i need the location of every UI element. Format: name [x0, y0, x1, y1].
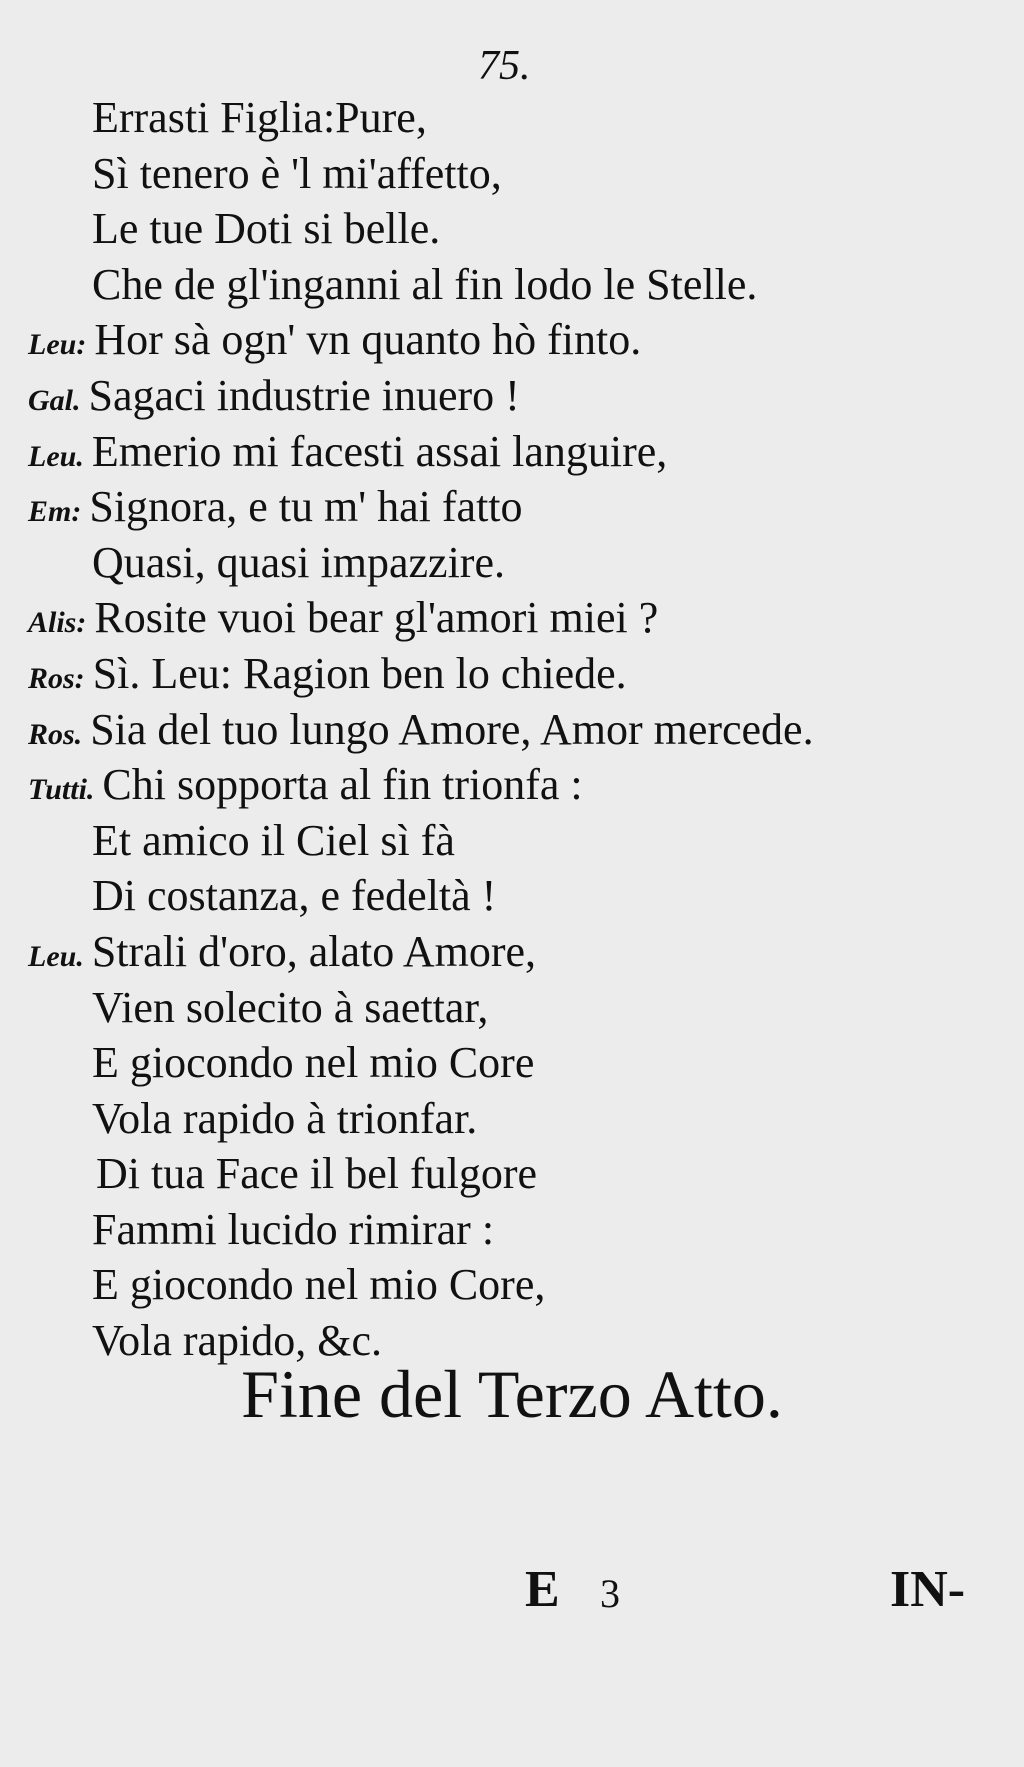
- verse-line: [28, 813, 988, 869]
- signature-letter: E: [525, 1561, 560, 1618]
- verse-line: [28, 757, 988, 813]
- verse-block: [28, 90, 988, 1369]
- speaker-label: Gal.: [28, 383, 81, 417]
- verse-text: E giocondo nel mio Core,: [92, 1260, 546, 1310]
- verse-line: [28, 1202, 988, 1258]
- verse-line: [28, 90, 988, 146]
- speaker-label: Leu:: [28, 328, 87, 362]
- speaker-label: Ros.: [28, 717, 83, 751]
- verse-text: Chi sopporta al fin trionfa :: [102, 760, 583, 810]
- verse-line: [28, 702, 988, 758]
- verse-text: Di costanza, e fedeltà !: [92, 871, 497, 921]
- act-closing-heading: Fine del Terzo Atto.: [241, 1356, 783, 1432]
- catchword: IN-: [890, 1561, 966, 1618]
- verse-text: Vien solecito à saettar,: [92, 982, 489, 1032]
- page-number: 75.: [478, 43, 531, 89]
- verse-text: Sì tenero è 'l mi'affetto,: [92, 148, 502, 198]
- verse-text: Di tua Face il bel fulgore: [96, 1149, 538, 1199]
- verse-text: Quasi, quasi impazzire.: [92, 537, 505, 587]
- speaker-label: Leu.: [28, 939, 84, 973]
- speaker-label: Em:: [28, 495, 82, 529]
- verse-line: [28, 257, 988, 313]
- verse-text: Che de gl'inganni al fin lodo le Stelle.: [92, 259, 758, 309]
- speaker-label: Ros:: [28, 661, 85, 695]
- verse-line: [28, 868, 988, 924]
- verse-text: Emerio mi facesti assai languire,: [91, 426, 668, 476]
- verse-line: [28, 312, 988, 368]
- verse-line: [28, 201, 988, 257]
- verse-line: [28, 1035, 988, 1091]
- verse-text: Fammi lucido rimirar :: [92, 1204, 495, 1254]
- verse-text: Rosite vuoi bear gl'amori miei ?: [94, 593, 659, 643]
- verse-text: Sì. Leu: Ragion ben lo chiede.: [92, 648, 627, 698]
- verse-text: Sia del tuo lungo Amore, Amor mercede.: [90, 704, 814, 754]
- verse-text: Le tue Doti si belle.: [92, 204, 441, 254]
- speaker-label: Tutti.: [28, 773, 95, 807]
- verse-text: Sagaci industrie inuero !: [88, 370, 520, 420]
- speaker-label: Leu.: [28, 439, 84, 473]
- verse-text: Signora, e tu m' hai fatto: [89, 482, 523, 532]
- signature-number: 3: [600, 1571, 620, 1616]
- verse-line: [28, 924, 988, 980]
- verse-line: [28, 368, 988, 424]
- verse-text: Strali d'oro, alato Amore,: [91, 926, 536, 976]
- verse-line: [28, 980, 988, 1036]
- verse-line: [28, 479, 988, 535]
- verse-line: [28, 646, 988, 702]
- verse-line: [28, 146, 988, 202]
- verse-text: Errasti Figlia:Pure,: [92, 93, 427, 142]
- verse-text: E giocondo nel mio Core: [92, 1038, 535, 1088]
- verse-line: [28, 1257, 988, 1313]
- verse-line: [28, 1091, 988, 1147]
- verse-line: [28, 424, 988, 480]
- verse-line: [28, 535, 988, 591]
- verse-line: [28, 1146, 988, 1202]
- verse-line: [28, 590, 988, 646]
- verse-text: Vola rapido, &c.: [92, 1316, 383, 1366]
- speaker-label: Alis:: [28, 606, 87, 640]
- verse-text: Hor sà ogn' vn quanto hò finto.: [94, 315, 642, 365]
- verse-text: Vola rapido à trionfar.: [92, 1093, 478, 1143]
- verse-text: Et amico il Ciel sì fà: [92, 815, 455, 865]
